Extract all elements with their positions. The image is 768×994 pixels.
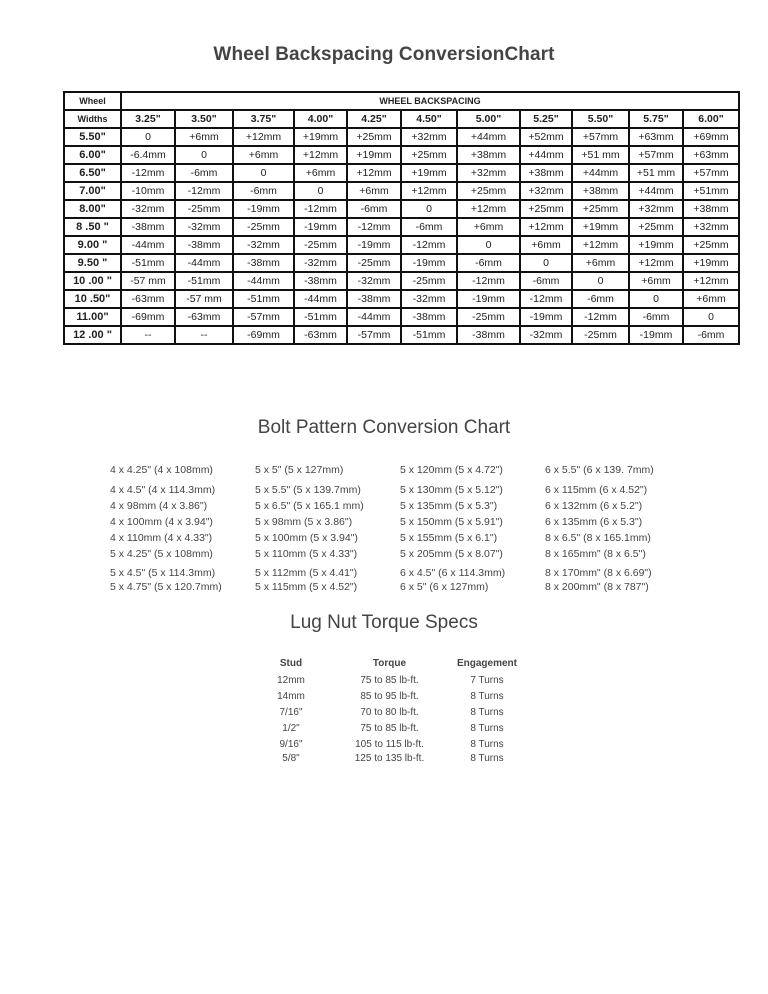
backspacing-cell: +57mm xyxy=(683,164,739,182)
row-wheel-width: 8.00" xyxy=(64,200,121,218)
torque-column-header: Torque xyxy=(372,657,407,669)
backspacing-cell: -6mm xyxy=(629,308,683,326)
table-row xyxy=(64,146,739,164)
backspacing-cell: -19mm xyxy=(401,254,457,272)
table-row xyxy=(64,128,739,146)
backspacing-cell: +32mm xyxy=(520,182,572,200)
backspacing-cell: +32mm xyxy=(683,218,739,236)
torque-table xyxy=(255,654,522,765)
backspacing-cell: -51mm xyxy=(401,326,457,344)
backspacing-cell: +12mm xyxy=(572,236,629,254)
backspacing-cell: -6mm xyxy=(520,272,572,290)
backspacing-cell: -10mm xyxy=(121,182,175,200)
backspacing-cell: +69mm xyxy=(683,128,739,146)
backspacing-cell: -- xyxy=(121,326,175,344)
engagement-cell: 8 Turns xyxy=(470,738,504,750)
backspacing-cell: -19mm xyxy=(520,308,572,326)
backspacing-cell: +12mm xyxy=(629,254,683,272)
torque-row xyxy=(255,704,522,720)
bolt-pattern-item: 5 x 115mm (5 x 4.52") xyxy=(255,581,358,593)
backspacing-cell: +6mm xyxy=(347,182,401,200)
backspacing-cell: 0 xyxy=(520,254,572,272)
backspacing-cell: +12mm xyxy=(683,272,739,290)
bolt-pattern-item: 5 x 130mm (5 x 5.12") xyxy=(400,484,503,496)
row-wheel-width: 6.00" xyxy=(64,146,121,164)
table-row xyxy=(64,254,739,272)
bolt-pattern-item: 5 x 6.5" (5 x 165.1 mm) xyxy=(255,500,364,512)
bolt-pattern-item: 6 x 132mm (6 x 5.2") xyxy=(545,500,643,512)
backspacing-cell: 0 xyxy=(233,164,294,182)
backspacing-cell: -51mm xyxy=(175,272,233,290)
backspacing-cell: -25mm xyxy=(401,272,457,290)
backspacing-cell: +6mm xyxy=(457,218,520,236)
backspacing-cell: -44mm xyxy=(294,290,347,308)
backspacing-cell: 0 xyxy=(457,236,520,254)
backspacing-cell: -32mm xyxy=(175,218,233,236)
torque-title: Lug Nut Torque Specs xyxy=(290,612,478,633)
stud-cell: 12mm xyxy=(277,674,305,686)
row-wheel-width: 6.50" xyxy=(64,164,121,182)
backspacing-cell: -25mm xyxy=(294,236,347,254)
backspacing-cell: -12mm xyxy=(457,272,520,290)
backspacing-cell: -19mm xyxy=(347,236,401,254)
backspacing-cell: -32mm xyxy=(233,236,294,254)
torque-cell: 75 to 85 lb-ft. xyxy=(360,722,419,734)
table-row xyxy=(64,326,739,344)
backspacing-cell: +12mm xyxy=(520,218,572,236)
torque-row xyxy=(255,688,522,704)
backspacing-cell: +63mm xyxy=(683,146,739,164)
backspacing-cell: -25mm xyxy=(457,308,520,326)
torque-cell: 85 to 95 lb-ft. xyxy=(360,690,419,702)
backspacing-cell: -63mm xyxy=(121,290,175,308)
bolt-pattern-item: 5 x 155mm (5 x 6.1") xyxy=(400,532,498,544)
stud-cell: 14mm xyxy=(277,690,305,702)
backspacing-cell: +19mm xyxy=(629,236,683,254)
backspacing-cell: 0 xyxy=(683,308,739,326)
column-header: 5.25" xyxy=(520,110,572,128)
engagement-cell: 7 Turns xyxy=(470,674,504,686)
backspacing-table xyxy=(63,91,740,345)
backspacing-cell: -6mm xyxy=(175,164,233,182)
bolt-pattern-item: 8 x 200mm" (8 x 787") xyxy=(545,581,649,593)
torque-row xyxy=(255,720,522,736)
backspacing-cell: -12mm xyxy=(294,200,347,218)
backspacing-cell: -44mm xyxy=(175,254,233,272)
torque-cell: 70 to 80 lb-ft. xyxy=(360,706,419,718)
backspacing-cell: +25mm xyxy=(683,236,739,254)
backspacing-cell: -32mm xyxy=(347,272,401,290)
backspacing-cell: -44mm xyxy=(233,272,294,290)
column-header: 3.50" xyxy=(175,110,233,128)
bolt-pattern-item: 6 x 5.5" (6 x 139. 7mm) xyxy=(545,464,654,476)
backspacing-cell: +38mm xyxy=(457,146,520,164)
stud-cell: 5/8" xyxy=(282,752,300,764)
backspacing-cell: +6mm xyxy=(294,164,347,182)
engagement-cell: 8 Turns xyxy=(470,722,504,734)
backspacing-cell: -12mm xyxy=(572,308,629,326)
backspacing-cell: 0 xyxy=(121,128,175,146)
row-wheel-width: 7.00" xyxy=(64,182,121,200)
bolt-pattern-item: 5 x 135mm (5 x 5.3") xyxy=(400,500,498,512)
bolt-pattern-item: 4 x 4.5" (4 x 114.3mm) xyxy=(110,484,216,496)
bolt-pattern-column xyxy=(545,462,654,593)
table-row xyxy=(64,236,739,254)
backspacing-cell: -32mm xyxy=(520,326,572,344)
torque-column-header: Stud xyxy=(279,657,303,669)
backspacing-cell: -25mm xyxy=(347,254,401,272)
bolt-pattern-item: 8 x 165mm" (8 x 6.5") xyxy=(545,548,646,560)
backspacing-cell: -19mm xyxy=(294,218,347,236)
backspacing-cell: -38mm xyxy=(401,308,457,326)
stud-cell: 9/16" xyxy=(279,738,303,750)
bolt-pattern-item: 6 x 5" (6 x 127mm) xyxy=(400,581,489,593)
backspacing-cell: -12mm xyxy=(175,182,233,200)
backspacing-cell: -38mm xyxy=(294,272,347,290)
backspacing-cell: +52mm xyxy=(520,128,572,146)
stud-cell: 1/2" xyxy=(282,722,300,734)
bolt-pattern-item: 5 x 4.75" (5 x 120.7mm) xyxy=(110,581,222,593)
bolt-pattern-item: 6 x 115mm (6 x 4.52") xyxy=(545,484,648,496)
row-wheel-width: 8 .50 " xyxy=(64,218,121,236)
bolt-pattern-item: 5 x 4.5" (5 x 114.3mm) xyxy=(110,567,216,579)
engagement-cell: 8 Turns xyxy=(470,752,504,764)
backspacing-cell: -6mm xyxy=(233,182,294,200)
backspacing-cell: -57mm xyxy=(347,326,401,344)
torque-cell: 125 to 135 lb-ft. xyxy=(354,752,425,764)
backspacing-cell: 0 xyxy=(572,272,629,290)
bolt-pattern-item: 5 x 4.25" (5 x 108mm) xyxy=(110,548,213,560)
backspacing-cell: +57mm xyxy=(629,146,683,164)
backspacing-cell: -69mm xyxy=(121,308,175,326)
backspacing-cell: -57 mm xyxy=(121,272,175,290)
table-row xyxy=(64,182,739,200)
row-wheel-width: 12 .00 " xyxy=(64,326,121,344)
column-header: 4.50" xyxy=(401,110,457,128)
column-header: 5.00" xyxy=(457,110,520,128)
backspacing-cell: -6.4mm xyxy=(121,146,175,164)
column-header: 6.00" xyxy=(683,110,739,128)
backspacing-cell: +12mm xyxy=(294,146,347,164)
backspacing-cell: +25mm xyxy=(572,200,629,218)
torque-cell: 75 to 85 lb-ft. xyxy=(360,674,419,686)
backspacing-cell: -12mm xyxy=(520,290,572,308)
backspacing-cell: -69mm xyxy=(233,326,294,344)
bolt-pattern-item: 4 x 98mm (4 x 3.86") xyxy=(110,500,208,512)
column-header: 4.00" xyxy=(294,110,347,128)
bolt-pattern-item: 5 x 205mm (5 x 8.07") xyxy=(400,548,503,560)
backspacing-cell: +6mm xyxy=(683,290,739,308)
table-row xyxy=(64,272,739,290)
bolt-pattern-item: 5 x 112mm (5 x 4.41") xyxy=(255,567,358,579)
backspacing-cell: +44mm xyxy=(520,146,572,164)
table-row xyxy=(64,200,739,218)
column-header: 4.25" xyxy=(347,110,401,128)
backspacing-cell: -12mm xyxy=(347,218,401,236)
backspacing-cell: +19mm xyxy=(347,146,401,164)
backspacing-cell: -19mm xyxy=(233,200,294,218)
backspacing-cell: -38mm xyxy=(457,326,520,344)
bolt-pattern-column xyxy=(400,462,505,593)
bolt-pattern-item: 4 x 4.25" (4 x 108mm) xyxy=(110,464,213,476)
row-wheel-width: 9.50 " xyxy=(64,254,121,272)
backspacing-cell: -6mm xyxy=(347,200,401,218)
table-row xyxy=(64,164,739,182)
backspacing-cell: +44mm xyxy=(629,182,683,200)
backspacing-cell: -25mm xyxy=(233,218,294,236)
backspacing-cell: +25mm xyxy=(520,200,572,218)
backspacing-cell: -6mm xyxy=(401,218,457,236)
torque-row xyxy=(255,672,522,688)
backspacing-cell: -19mm xyxy=(457,290,520,308)
table-row xyxy=(64,308,739,326)
backspacing-cell: -38mm xyxy=(233,254,294,272)
backspacing-cell: -12mm xyxy=(121,164,175,182)
backspacing-cell: -25mm xyxy=(572,326,629,344)
row-wheel-width: 5.50" xyxy=(64,128,121,146)
column-header: 5.50" xyxy=(572,110,629,128)
backspacing-cell: +25mm xyxy=(401,146,457,164)
backspacing-cell: -32mm xyxy=(121,200,175,218)
backspacing-cell: +6mm xyxy=(233,146,294,164)
backspacing-cell: 0 xyxy=(175,146,233,164)
backspacing-cell: -38mm xyxy=(347,290,401,308)
backspacing-cell: +32mm xyxy=(401,128,457,146)
backspacing-cell: +25mm xyxy=(629,218,683,236)
bolt-pattern-column xyxy=(110,462,222,593)
bolt-pattern-item: 8 x 170mm" (8 x 6.69") xyxy=(545,567,652,579)
backspacing-cell: -25mm xyxy=(175,200,233,218)
backspacing-cell: +6mm xyxy=(175,128,233,146)
column-header: 5.75" xyxy=(629,110,683,128)
backspacing-cell: +12mm xyxy=(401,182,457,200)
backspacing-title: Wheel Backspacing ConversionChart xyxy=(213,44,555,65)
backspacing-cell: +25mm xyxy=(457,182,520,200)
backspacing-cell: +51 mm xyxy=(629,164,683,182)
backspacing-cell: -63mm xyxy=(294,326,347,344)
column-header: 3.25" xyxy=(121,110,175,128)
backspacing-cell: +32mm xyxy=(629,200,683,218)
backspacing-cell: +19mm xyxy=(683,254,739,272)
bolt-pattern-column xyxy=(255,462,364,593)
torque-row xyxy=(255,736,522,752)
bolt-pattern-item: 5 x 5" (5 x 127mm) xyxy=(255,464,344,476)
backspacing-cell: -6mm xyxy=(572,290,629,308)
backspacing-cell: 0 xyxy=(629,290,683,308)
backspacing-cell: +6mm xyxy=(520,236,572,254)
bolt-pattern-item: 5 x 5.5" (5 x 139.7mm) xyxy=(255,484,361,496)
backspacing-cell: +19mm xyxy=(572,218,629,236)
torque-column-header: Engagement xyxy=(456,657,517,669)
bolt-pattern-item: 6 x 4.5" (6 x 114.3mm) xyxy=(400,567,506,579)
backspacing-cell: +51 mm xyxy=(572,146,629,164)
backspacing-cell: +25mm xyxy=(347,128,401,146)
backspacing-cell: -6mm xyxy=(683,326,739,344)
bolt-pattern-item: 4 x 110mm (4 x 4.33") xyxy=(110,532,213,544)
row-header-wheel: Wheel xyxy=(64,92,121,110)
stud-cell: 7/16" xyxy=(279,706,303,718)
backspacing-cell: +38mm xyxy=(520,164,572,182)
group-header-backspacing: WHEEL BACKSPACING xyxy=(121,92,739,110)
backspacing-cell: +44mm xyxy=(457,128,520,146)
table-row xyxy=(64,290,739,308)
engagement-cell: 8 Turns xyxy=(470,690,504,702)
backspacing-cell: +44mm xyxy=(572,164,629,182)
bolt-pattern-item: 5 x 110mm (5 x 4.33") xyxy=(255,548,358,560)
bolt-pattern-item: 6 x 135mm (6 x 5.3") xyxy=(545,516,643,528)
backspacing-cell: -6mm xyxy=(457,254,520,272)
bolt-pattern-title: Bolt Pattern Conversion Chart xyxy=(257,417,511,438)
torque-row xyxy=(255,752,522,765)
backspacing-cell: +63mm xyxy=(629,128,683,146)
table-row xyxy=(64,218,739,236)
backspacing-cell: -12mm xyxy=(401,236,457,254)
row-wheel-width: 10 .50" xyxy=(64,290,121,308)
backspacing-cell: -32mm xyxy=(294,254,347,272)
engagement-cell: 8 Turns xyxy=(470,706,504,718)
bolt-pattern-item: 5 x 100mm (5 x 3.94") xyxy=(255,532,358,544)
backspacing-cell: +12mm xyxy=(457,200,520,218)
backspacing-cell: -38mm xyxy=(175,236,233,254)
column-header: 3.75" xyxy=(233,110,294,128)
backspacing-cell: -44mm xyxy=(121,236,175,254)
backspacing-cell: +57mm xyxy=(572,128,629,146)
backspacing-cell: -57mm xyxy=(233,308,294,326)
bolt-pattern-item: 5 x 120mm (5 x 4.72") xyxy=(400,464,503,476)
backspacing-cell: -- xyxy=(175,326,233,344)
torque-cell: 105 to 115 lb-ft. xyxy=(355,738,424,750)
backspacing-cell: +32mm xyxy=(457,164,520,182)
backspacing-cell: +38mm xyxy=(572,182,629,200)
backspacing-cell: +12mm xyxy=(347,164,401,182)
backspacing-cell: +38mm xyxy=(683,200,739,218)
backspacing-cell: -57 mm xyxy=(175,290,233,308)
backspacing-cell: 0 xyxy=(401,200,457,218)
backspacing-cell: +6mm xyxy=(629,272,683,290)
backspacing-cell: -44mm xyxy=(347,308,401,326)
backspacing-cell: -63mm xyxy=(175,308,233,326)
backspacing-cell: +12mm xyxy=(233,128,294,146)
row-wheel-width: 11.00" xyxy=(64,308,121,326)
backspacing-cell: +51mm xyxy=(683,182,739,200)
row-wheel-width: 10 .00 " xyxy=(64,272,121,290)
bolt-pattern-item: 5 x 150mm (5 x 5.91") xyxy=(400,516,503,528)
bolt-pattern-item: 8 x 6.5" (8 x 165.1mm) xyxy=(545,532,651,544)
bolt-pattern-item: 5 x 98mm (5 x 3.86") xyxy=(255,516,353,528)
backspacing-cell: -51mm xyxy=(233,290,294,308)
backspacing-cell: 0 xyxy=(294,182,347,200)
backspacing-cell: +19mm xyxy=(401,164,457,182)
row-wheel-width: 9.00 " xyxy=(64,236,121,254)
backspacing-cell: -38mm xyxy=(121,218,175,236)
backspacing-cell: -32mm xyxy=(401,290,457,308)
backspacing-cell: +6mm xyxy=(572,254,629,272)
backspacing-cell: -19mm xyxy=(629,326,683,344)
backspacing-cell: +19mm xyxy=(294,128,347,146)
bolt-pattern-item: 4 x 100mm (4 x 3.94") xyxy=(110,516,213,528)
backspacing-cell: -51mm xyxy=(121,254,175,272)
row-header-widths: Widths xyxy=(64,110,121,128)
backspacing-cell: -51mm xyxy=(294,308,347,326)
